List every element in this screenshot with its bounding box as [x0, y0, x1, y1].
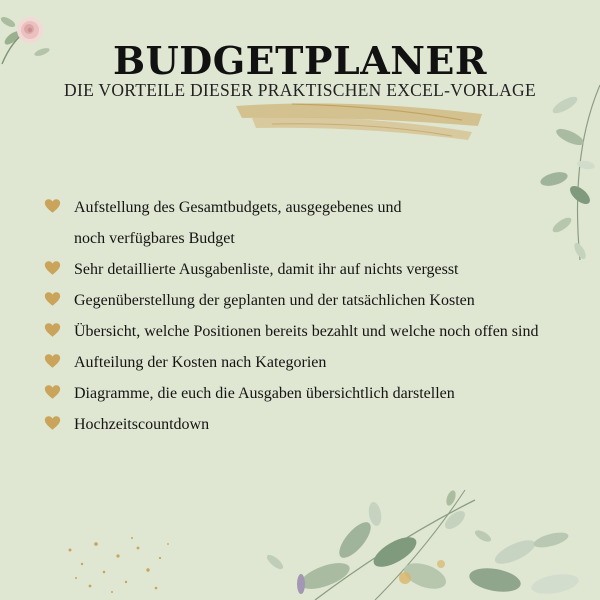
feature-text: Hochzeitscountdown	[74, 416, 210, 433]
page-subtitle: DIE VORTEILE DIESER PRAKTISCHEN EXCEL-VORLAGE	[64, 80, 536, 100]
feature-text: Aufstellung des Gesamtbudgets, ausgegebenes und	[74, 199, 402, 216]
feature-item	[44, 254, 584, 285]
page-title: BUDGETPLANER	[113, 38, 487, 83]
feature-text: Übersicht, welche Positionen bereits bezahlt und welche noch offen sind	[74, 323, 539, 340]
feature-text-continued: noch verfügbares Budget	[74, 230, 235, 247]
gold-heart-icon	[44, 384, 61, 400]
eucalyptus-bouquet-decoration	[255, 480, 600, 600]
feature-text: Gegenüberstellung der geplanten und der tatsächlichen Kosten	[74, 292, 475, 309]
gold-speckles-decoration	[60, 530, 180, 600]
feature-list	[44, 192, 584, 440]
feature-item	[44, 347, 584, 378]
feature-item	[44, 316, 584, 347]
feature-item	[44, 285, 584, 316]
gold-heart-icon	[44, 291, 61, 307]
gold-brush-stroke-decoration	[232, 96, 487, 146]
feature-text: Sehr detaillierte Ausgabenliste, damit ihr auf nichts vergesst	[74, 261, 459, 278]
gold-heart-icon	[44, 198, 61, 214]
gold-heart-icon	[44, 353, 61, 369]
feature-item	[44, 378, 584, 409]
feature-text: Aufteilung der Kosten nach Kategorien	[74, 354, 327, 371]
feature-text: Diagramme, die euch die Ausgaben übersichtlich darstellen	[74, 385, 455, 402]
feature-item	[44, 409, 584, 440]
gold-heart-icon	[44, 322, 61, 338]
feature-item	[44, 192, 584, 254]
gold-heart-icon	[44, 260, 61, 276]
gold-heart-icon	[44, 415, 61, 431]
